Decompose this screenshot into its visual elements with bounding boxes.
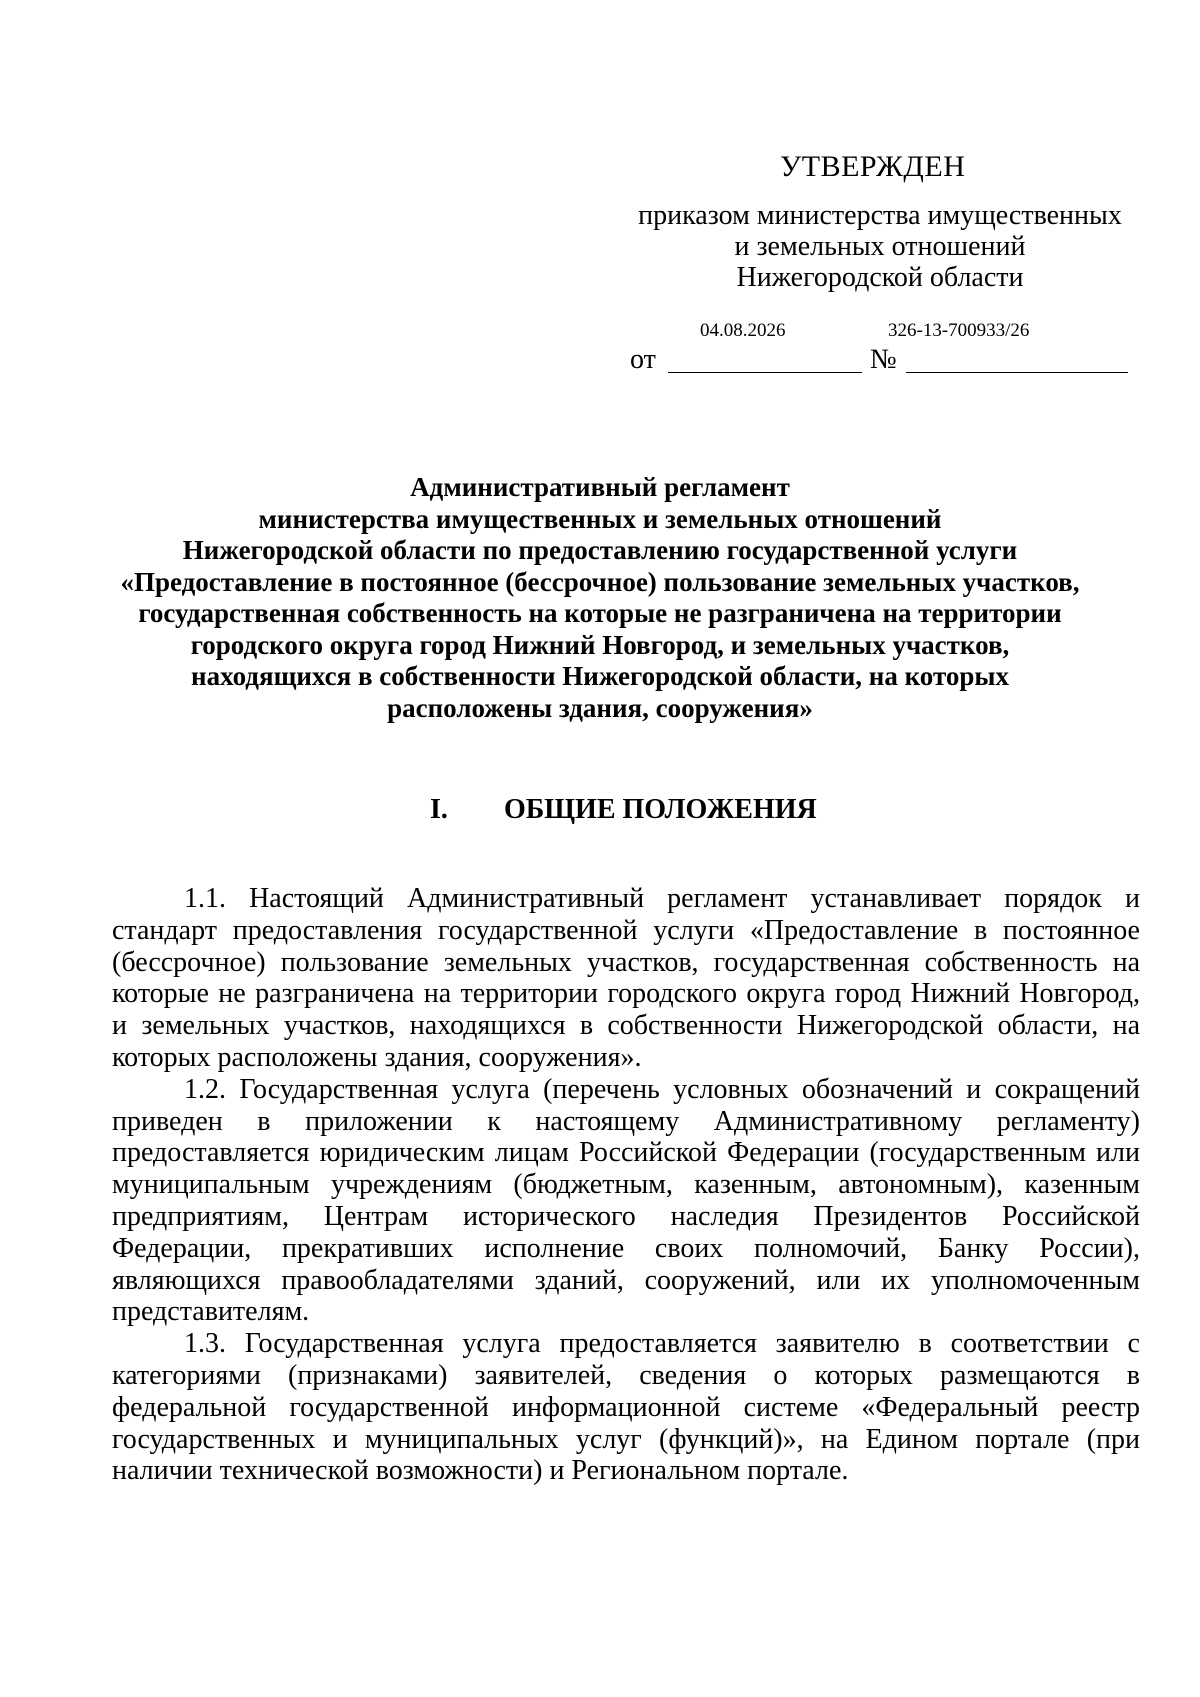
title-line: Нижегородской области по предоставлению государственной услуги: [182, 535, 1018, 565]
order-line: Нижегородской области: [736, 262, 1024, 293]
section-title: ОБЩИЕ ПОЛОЖЕНИЯ: [504, 794, 817, 825]
title-line: государственная собственность на которые не разграничена на территории: [138, 598, 1062, 628]
registration-date: 04.08.2026: [700, 320, 786, 341]
title-line: находящихся в собственности Нижегородской области, на которых: [191, 661, 1009, 691]
order-line: и земельных отношений: [734, 231, 1026, 262]
title-line: Административный регламент: [410, 472, 790, 502]
registration-row: [630, 320, 1130, 382]
date-underline: [668, 372, 862, 373]
number-underline: [906, 372, 1128, 373]
title-line: городского округа город Нижний Новгород, и земельных участков,: [190, 629, 1010, 660]
title-line: министерства имущественных и земельных отношений: [258, 503, 942, 534]
title-line: расположены здания, сооружения»: [387, 692, 813, 723]
order-line: приказом министерства имущественных: [638, 200, 1122, 231]
approved-label: УТВЕРЖДЕН: [780, 150, 966, 183]
registration-number: 326-13-700933/26: [888, 320, 1030, 341]
date-prefix: от: [630, 344, 656, 375]
paragraph: 1.3. Государственная услуга предоставляется заявителю в соответствии с категориями (признаками) заявителей, сведения о которых размещаются в федеральной государственной информационной системе «Федеральный реестр государственных и муниципальных услуг (функций)», на Едином портале (при наличии технической возможности) и Региональном портале.: [112, 1328, 1140, 1487]
paragraph: 1.1. Настоящий Административный регламент устанавливает порядок и стандарт предоставления государственной услуги «Предоставление в постоянное (бессрочное) пользование земельных участков, государственная собственность на которые не разграничена на территории городского округа город Нижний Новгород, и земельных участков, находящихся в собственности Нижегородской области, на которых расположены здания, сооружения».: [112, 883, 1140, 1073]
section-heading: [0, 794, 1200, 834]
paragraph: 1.2. Государственная услуга (перечень условных обозначений и сокращений приведен в приложении к настоящему Административному регламенту) предоставляется юридическим лицам Российской Федерации (государственным или муниципальным учреждениям (бюджетным, казенным, автономным), казенным предприятиям, Центрам исторического наследия Президентов Российской Федерации, прекративших исполнение своих полномочий, Банку России), являющихся правообладателями зданий, сооружений, или их уполномоченным представителям.: [112, 1073, 1140, 1328]
number-sign: №: [870, 344, 897, 375]
document-title: [60, 472, 1140, 724]
body-text: [112, 883, 1140, 1487]
section-number: I.: [430, 794, 448, 825]
title-line: «Предоставление в постоянное (бессрочное) пользование земельных участков,: [120, 566, 1080, 597]
